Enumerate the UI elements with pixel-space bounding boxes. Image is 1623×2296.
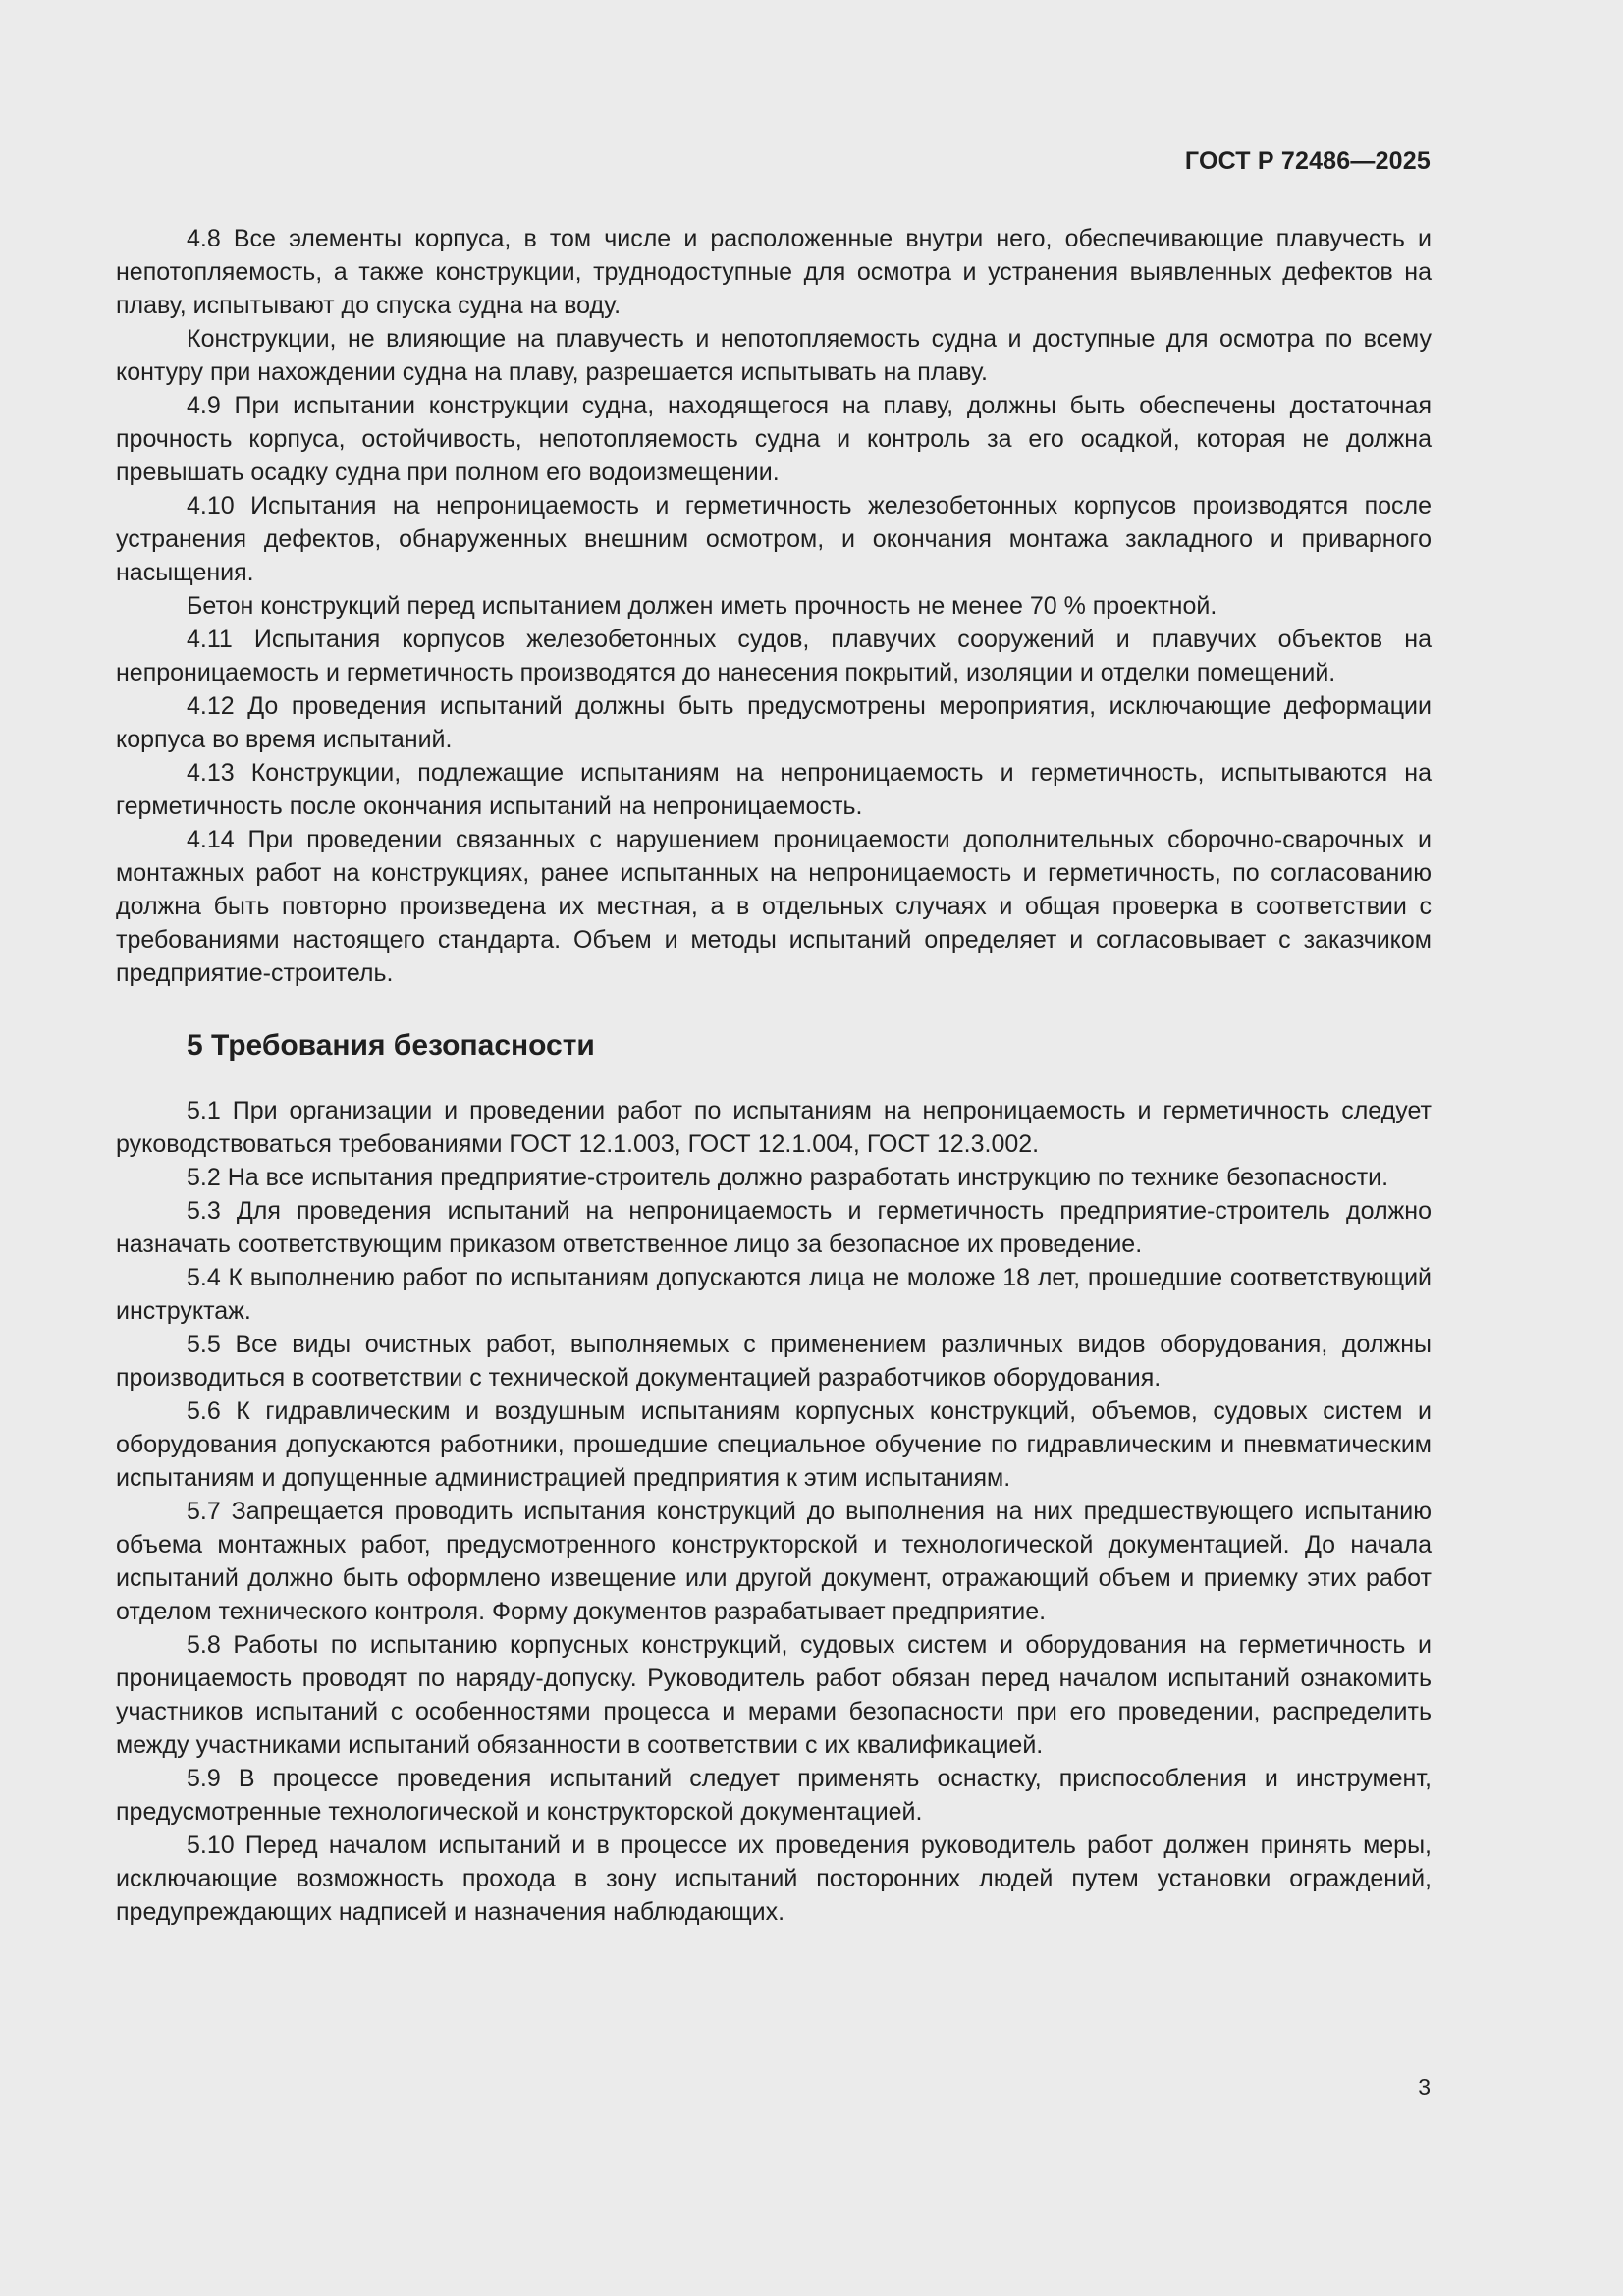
paragraph-4-9: 4.9 При испытании конструкции судна, находящегося на плаву, должны быть обеспечены достаточная прочность корпуса, остойчивость, непотопляемость судна и контроль за его осадкой, которая не должна превышать осадку судна при полном его водоизмещении. [116, 392, 1432, 486]
paragraph-5-10: 5.10 Перед началом испытаний и в процессе их проведения руководитель работ должен принять меры, исключающие возможность прохода в зону испытаний посторонних людей путем установки ограждений, предупреждающих надписей и назначения наблюдающих. [116, 1831, 1432, 1926]
paragraph-4-14: 4.14 При проведении связанных с нарушением проницаемости дополнительных сборочно-сварочных и монтажных работ на конструкциях, ранее испытанных на непроницаемость и герметичность, по согласованию должна быть повторно произведена их местная, а в отдельных случаях и общая проверка в соответствии с требованиями настоящего стандарта. Объем и методы испытаний определяет и согласовывает с заказчиком предприятие-строитель. [116, 826, 1432, 987]
paragraph-4-12: 4.12 До проведения испытаний должны быть предусмотрены мероприятия, исключающие деформации корпуса во время испытаний. [116, 692, 1432, 753]
paragraph-4-13: 4.13 Конструкции, подлежащие испытаниям на непроницаемость и герметичность, испытываются на герметичность после окончания испытаний на непроницаемость. [116, 759, 1432, 820]
paragraph-4-8: 4.8 Все элементы корпуса, в том числе и расположенные внутри него, обеспечивающие плавучесть и непотопляемость, а также конструкции, труднодоступные для осмотра и устранения выявленных дефектов на плаву, испытывают до спуска судна на воду. [116, 225, 1432, 319]
paragraph-4-11: 4.11 Испытания корпусов железобетонных судов, плавучих сооружений и плавучих объектов на непроницаемость и герметичность производятся до нанесения покрытий, изоляции и отделки помещений. [116, 626, 1432, 686]
paragraph-5-8: 5.8 Работы по испытанию корпусных конструкций, судовых систем и оборудования на герметичность и проницаемость проводят по наряду-допуску. Руководитель работ обязан перед началом испытаний ознакомить участников испытаний с особенностями процесса и мерами безопасности при его проведении, распределить между участниками испытаний обязанности в соответствии с их квалификацией. [116, 1631, 1432, 1759]
paragraph-5-6: 5.6 К гидравлическим и воздушным испытаниям корпусных конструкций, объемов, судовых систем и оборудования допускаются работники, прошедшие специальное обучение по гидравлическим и пневматическим испытаниям и допущенные администрацией предприятия к этим испытаниям. [116, 1397, 1432, 1492]
page-number: 3 [1418, 2074, 1431, 2100]
page-content [116, 222, 1432, 1929]
paragraph-4-10: 4.10 Испытания на непроницаемость и герметичность железобетонных корпусов производятся после устранения дефектов, обнаруженных внешним осмотром, и окончания монтажа закладного и приварного насыщения. [116, 492, 1432, 586]
paragraph-4-10-continued: Бетон конструкций перед испытанием должен иметь прочность не менее 70 % проектной. [187, 592, 1217, 620]
paragraph-5-2: 5.2 На все испытания предприятие-строитель должно разработать инструкцию по технике безопасности. [187, 1164, 1389, 1191]
paragraph-5-9: 5.9 В процессе проведения испытаний следует применять оснастку, приспособления и инструмент, предусмотренные технологической и конструкторской документацией. [116, 1765, 1432, 1826]
section-5-title: 5 Требования безопасности [187, 1029, 595, 1062]
standard-id-header: ГОСТ Р 72486—2025 [1184, 147, 1431, 175]
paragraph-5-4: 5.4 К выполнению работ по испытаниям допускаются лица не моложе 18 лет, прошедшие соответствующий инструктаж. [116, 1264, 1432, 1325]
paragraph-5-1: 5.1 При организации и проведении работ по испытаниям на непроницаемость и герметичность следует руководствоваться требованиями ГОСТ 12.1.003, ГОСТ 12.1.004, ГОСТ 12.3.002. [116, 1097, 1432, 1158]
paragraph-5-5: 5.5 Все виды очистных работ, выполняемых с применением различных видов оборудования, должны производиться в соответствии с технической документацией разработчиков оборудования. [116, 1331, 1432, 1392]
paragraph-5-3: 5.3 Для проведения испытаний на непроницаемость и герметичность предприятие-строитель должно назначать соответствующим приказом ответственное лицо за безопасное их проведение. [116, 1197, 1432, 1258]
paragraph-4-8-continued: Конструкции, не влияющие на плавучесть и непотопляемость судна и доступные для осмотра по всему контуру при нахождении судна на плаву, разрешается испытывать на плаву. [116, 325, 1432, 386]
paragraph-5-7: 5.7 Запрещается проводить испытания конструкций до выполнения на них предшествующего испытанию объема монтажных работ, предусмотренного конструкторской и технологической документацией. До начала испытаний должно быть оформлено извещение или другой документ, отражающий объем и приемку этих работ отделом технического контроля. Форму документов разрабатывает предприятие. [116, 1498, 1432, 1625]
